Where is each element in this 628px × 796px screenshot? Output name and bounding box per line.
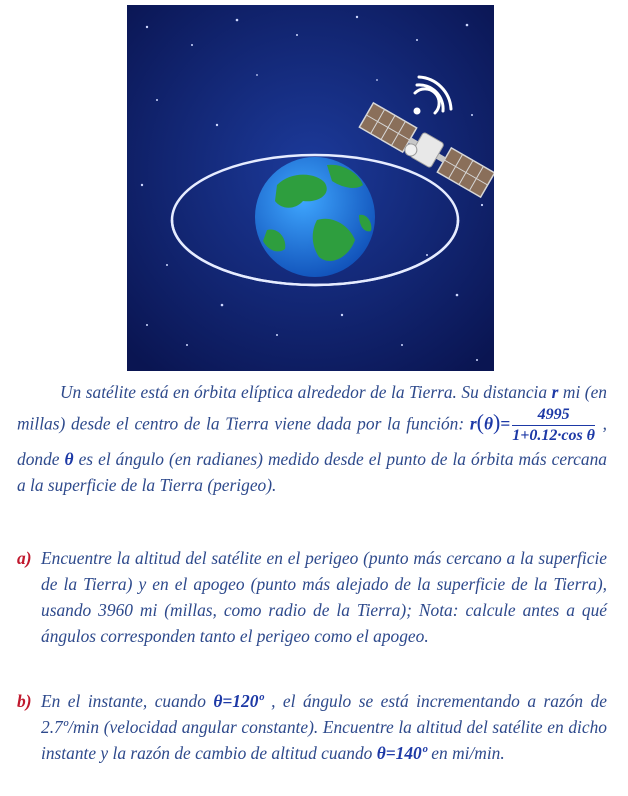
question-b-marker: b): [17, 691, 32, 711]
earth-globe: [255, 157, 375, 277]
formula-equals: =: [500, 413, 511, 434]
question-b-text-1: En el instante, cuando: [41, 691, 214, 711]
variable-theta: θ: [64, 449, 74, 469]
formula-fraction: [512, 405, 595, 446]
question-b-text-2: , el ángulo se está incrementando a razón de 2.7º/min (velocidad angular constante). Encuentre la altitud del satélite en dicho instante y la razón de cambio de altitud cuando: [41, 691, 607, 763]
question-a: [17, 545, 607, 649]
question-b-text: [41, 688, 607, 766]
question-b-condition-1: θ=120º: [213, 691, 264, 711]
satellite-orbit-illustration: [127, 5, 494, 371]
question-a-marker: a): [17, 548, 32, 568]
formula-theta: θ: [483, 413, 493, 434]
question-b: [17, 688, 607, 766]
distance-formula: r(θ)= $\frac{4995}{\text{1+0.12·cos θ}}$: [469, 406, 595, 444]
intro-text-2: mi (en millas) desde el centro de la Tierra viene dada por la función:: [17, 382, 607, 434]
formula-numerator: 4995: [512, 405, 595, 426]
space-scene: [127, 5, 494, 371]
question-b-condition-2: θ=140º: [376, 743, 427, 763]
intro-text-1: Un satélite está en órbita elíptica alrededor de la Tierra. Su distancia: [60, 382, 552, 402]
problem-statement: [17, 379, 607, 498]
question-b-text-3: en mi/min.: [426, 743, 505, 763]
intro-text-4: es el ángulo (en radianes) medido desde el punto de la órbita más cercana a la superficie de la Tierra (perigeo).: [17, 449, 607, 495]
formula-denominator: 1+0.12·cos θ: [512, 427, 595, 444]
intro-text-3: , donde: [17, 413, 607, 469]
variable-r: r: [551, 382, 559, 402]
question-a-text: Encuentre la altitud del satélite en el perigeo (punto más cercano a la superficie de la Tierra) y en el apogeo (punto más alejado de la superficie de la Tierra), usando 3960 mi (millas, como radio de la Tierra); Nota: calcule antes a qué ángulos corresponden tanto el perigeo como el apogeo.: [41, 548, 607, 646]
formula-r: r: [469, 413, 477, 434]
